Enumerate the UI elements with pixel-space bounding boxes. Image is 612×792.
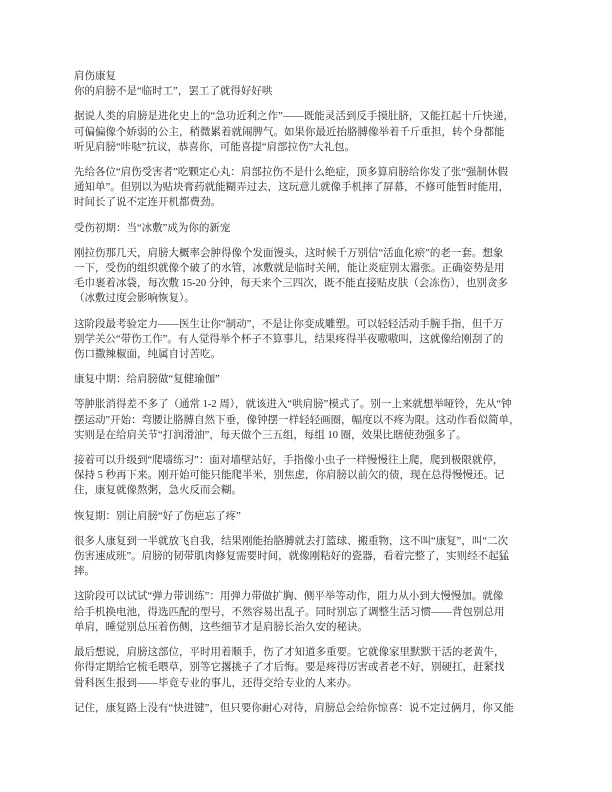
text-line: 恢复期：别让肩膀“好了伤疤忘了疼” [74,510,241,522]
paragraph [74,165,562,211]
text-line: 刚拉伤那几天，肩膀大概率会肿得像个发面馒头，这时候千万别信“活血化瘀”的老一套。想象 [74,247,504,259]
text-line: 伤口撒辣椒面，纯属自讨苦吃。 [74,349,221,361]
document-content [74,69,562,716]
paragraph [74,397,562,443]
document-subtitle: 你的肩膀不是“临时工”，罢工了就得好好哄 [74,86,273,98]
paragraph [74,246,562,307]
text-line: 单肩，睡觉别总压着伤侧，这些细节才是肩膀长治久安的秘诀。 [74,621,368,633]
text-line: （冰敷过度会影响恢复）。 [74,293,195,305]
text-line: 别学关公“带伤工作”。有人觉得举个杯子不算事儿，结果疼得半夜嗷嗷叫，这就像给刚刮了的 [74,333,504,345]
text-line: 记住，康复路上没有“快进键”，但只要你耐心对待，肩膀总会给你惊喜：说不定过俩月，你又能 [74,702,514,714]
document-title: 肩伤康复 [74,71,116,82]
section-heading [74,509,562,524]
text-line: 时间长了说不定连开机都费劲。 [74,197,221,209]
text-line: 实则是在给肩关节“打润滑油”，每天做个三五组，每组 10 圈，效果比瞎使劲强多了。 [74,429,467,441]
text-line: 等肿胀消得差不多了（通常 1-2 周），就该进入“哄肩膀”模式了。别一上来就想举哑铃，先从“钟 [74,399,512,411]
text-line: 骨科医生报到——毕竟专业的事儿，还得交给专业的人来办。 [74,677,358,689]
text-line: 康复中期：给肩膀做“复健瑜伽” [74,374,220,386]
paragraph [74,534,562,580]
text-line: 接着可以升级到“爬墙练习”：面对墙壁站好，手指像小虫子一样慢慢往上爬，爬到极限就停， [74,455,504,467]
text-line: 这阶段最考验定力——医生让你“制动”，不是让你变成雕塑。可以轻轻活动手腕手指，但千万 [74,318,504,330]
text-line: 最后想说，肩膀这部位，平时用着顺手，伤了才知道多重要。它就像家里默默干活的老黄牛， [74,647,505,659]
text-line: 这阶段可以试试“弹力带训练”：用弹力带做扩胸、侧平举等动作，阻力从小到大慢慢加。就像 [74,591,504,603]
text-line: 保持 5 秒再下来。刚开始可能只能爬半米，别焦虑，你肩膀以前欠的债，现在总得慢慢还。记 [74,470,505,482]
paragraph [74,589,562,635]
text-line: 给手机换电池，得选匹配的型号，不然容易出乱子。同时别忘了调整生活习惯——背包别总用 [74,606,505,618]
text-line: 你得定期给它梳毛喂草，别等它撂挑子了才后悔。要是疼得厉害或者老不好，别硬扛，赶紧找 [74,662,505,674]
text-line: 先给各位“肩伤受害者”吃颗定心丸：肩部拉伤不是什么绝症，顶多算肩膀给你发了张“强制休假 [74,167,508,179]
paragraph [74,701,562,716]
paragraph [74,453,562,499]
text-line: 一下，受伤的组织就像个破了的水管，冰敷就是临时关闸，能让炎症别太嚣张。正确姿势是用 [74,263,505,275]
text-line: 很多人康复到一半就放飞自我，结果刚能抬胳膊就去打篮球、搬重物，这不叫“康复”，叫“二次 [74,535,508,547]
text-line: 毛巾裹着冰袋，每次敷 15-20 分钟，每天来个三四次，既不能直接贴皮肤（会冻伤），也别贪多 [74,278,508,290]
section-heading [74,221,562,236]
section-heading [74,372,562,387]
document-blocks [74,109,562,716]
text-line: 通知单”。但别以为贴块膏药就能糊弄过去，这玩意儿就像手机摔了屏幕，不修可能暂时能用， [74,182,510,194]
paragraph [74,317,562,363]
text-line: 住，康复就像熬粥，急火反而会糊。 [74,485,242,497]
text-line: 伤害速成班”。肩膀的韧带肌肉修复需要时间，就像刚粘好的瓷器，看着完整了，实则经不起猛 [74,551,510,563]
text-line: 摆运动”开始：弯腰让胳膊自然下垂，像钟摆一样轻轻画圈，幅度以不疼为限。这动作看似简单， [74,414,520,426]
paragraph [74,109,562,155]
text-line: 受伤初期：当“冰敷”成为你的新宠 [74,222,231,234]
text-line: 据说人类的肩膀是进化史上的“急功近利之作”——既能灵活到反手摸肚脐，又能扛起十斤快递， [74,111,514,123]
text-line: 听见肩膀“咔哒”抗议，恭喜你，可能喜提“肩部拉伤”大礼包。 [74,141,356,153]
text-line: 可偏偏像个娇弱的公主，稍微累着就闹脾气。如果你最近抬胳膊像举着千斤重担，转个身都能 [74,126,505,138]
paragraph [74,645,562,691]
text-line: 摔。 [74,566,95,578]
